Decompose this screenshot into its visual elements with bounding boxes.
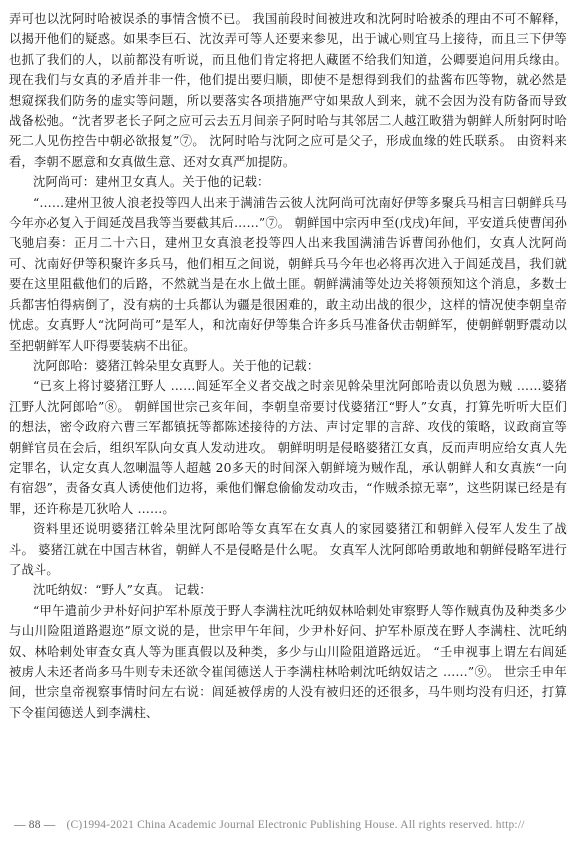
paragraph-5: “已亥上将讨婆猪江野人 ……闾延军全义者交战之时亲见斡朵里沈阿郎哈责以负恩为贼 ……婆猪江野人沈阿郎哈”⑧。 朝鲜国世宗己亥年间，李朝皇帝要讨伐婆猪江“野人”女真，打算先听听大臣们的想法，密令政府六曹三军都镇抚等都陈述接待的方法、声讨定罪的言辞、攻伐的策略，议政商宣等朝鲜官员在会后，组织军队向女真人发动进攻。 朝鲜明明是侵略婆猪江女真，反而声明应给女真人先定罪名，认定女真人忽喇温等人超越 20多天的时间深入朝鲜境为贼作乱，承认朝鲜人和女真族“一向有宿怨”，责备女真人诱使他们边将，乘他们懈怠偷偷发动攻击，“作贼杀掠无辜”，这些阴谋已经是有罪，还许称是兀狄哈人 ……。: [9, 379, 567, 516]
copyright-notice: (C)1994-2021 China Academic Journal Electronic Publishing House. All rights reserved. http://: [66, 819, 525, 831]
paragraph-8: “甲午遣前少尹朴好问护军朴原茂于野人李满柱沈吒纳奴林哈剌处审察野人等作贼真伪及种类多少与山川险阻道路遐迩”原文说的是，世宗甲午年间，少尹朴好问、护军朴原茂在野人李满柱、沈吒纳奴、林哈剌处审查女真人等为匪真假以及种类，多少与山川险阻道路远近。 “壬申视事上谓左右闾延被虏人未还者尚多马牛则专未还欲令崔闰德送人于李满柱林哈剌沈吒纳奴诘之 ……”⑨。 世宗壬申年间，世宗皇帝视察事情时问左右说：闾延被俘虏的人没有被归还的还很多，马牛则均没有归还，打算下令崔闰德送人到李满柱、: [9, 603, 567, 720]
page-footer: [14, 819, 576, 831]
paragraph-7-heading-shen-zha-na-nu: 沈吒纳奴：“野人”女真。 记载：: [33, 583, 212, 598]
paragraph-4-heading-shen-a-lang-ha: 沈阿郎哈：婆猪江斡朵里女真野人。关于他的记载：: [33, 358, 320, 373]
article-body: [9, 9, 567, 723]
page-number: — 88 —: [14, 819, 56, 831]
paragraph-3: “……建州卫彼人浪老投等四人出来于满浦告云彼人沈阿尚可沈南好伊等多聚兵马相言曰朝鲜兵马今年亦必复入于闾延茂昌我等当要截其后……”⑦。 朝鲜国中宗丙申至(戊戌)年间，平安道兵使曹闰孙飞驰启奏：正月二十六日，建州卫女真浪老投等四人出来我国满浦告诉曹闰孙他们，女真人沈阿尚可、沈南好伊等积聚许多兵马，他们相互之间说，朝鲜兵马今年也必将再次进入于闾延茂昌，我们就要在这里阻截他们的后路，不然就当是在水上做土匪。朝鲜满浦等处边关将领预知这个消息，多数士兵都害怕得病倒了，没有病的士兵都认为疆是很困难的，敢主动出战的很少，这样的情况使李朝皇帝忧虑。女真野人“沈阿尚可”是军人，和沈南好伊等集合许多兵马准备伏击朝鲜军，使朝鲜朝野震动以至把朝鲜军人吓得要装病不出征。: [9, 195, 567, 353]
paragraph-2-heading-shen-a-shang-ke: 沈阿尚可：建州卫女真人。关于他的记载：: [33, 175, 270, 190]
paragraph-6: 资料里还说明婆猪江斡朵里沈阿郎哈等女真军在女真人的家园婆猪江和朝鲜入侵军人发生了战斗。 婆猪江就在中国吉林省，朝鲜人不是侵略是什么呢。 女真军人沈阿郎哈勇敢地和朝鲜侵略军进行了战斗。: [9, 522, 567, 577]
paragraph-1: 弄可也以沈阿时哈被误杀的事情含愤不已。 我国前段时间被进攻和沈阿时哈被杀的理由不可不解释，以揭开他们的疑惑。如果李巨石、沈汝弄可等人还要来参见，出于诚心则宜马上接待，而且三下伊等也抓了我们的人，以前都没有听说，而且他们肯定将把人藏匿不给我们知道，公卿要追问用兵缘由。 现在我们与女真的矛盾并非一件，他们提出要归顺，即使不是想得到我们的盐酱布匹等物，就必然是想窥探我们防务的虚实等问题，所以要落实各项措施严守如果敌人到来，就不会因为没有防备而导致战备松弛。“沈者罗老长子阿之应可云去五月间亲子阿时哈与其邻居二人越江畋猎为朝鲜人所射阿时哈死二人见伤控告中朝必欲报复”⑦。 沈阿时哈与沈阿之应可是父子，形成血缘的姓氏联系。 由资料来看，李朝不愿意和女真做生意、还对女真严加提防。: [9, 12, 567, 169]
